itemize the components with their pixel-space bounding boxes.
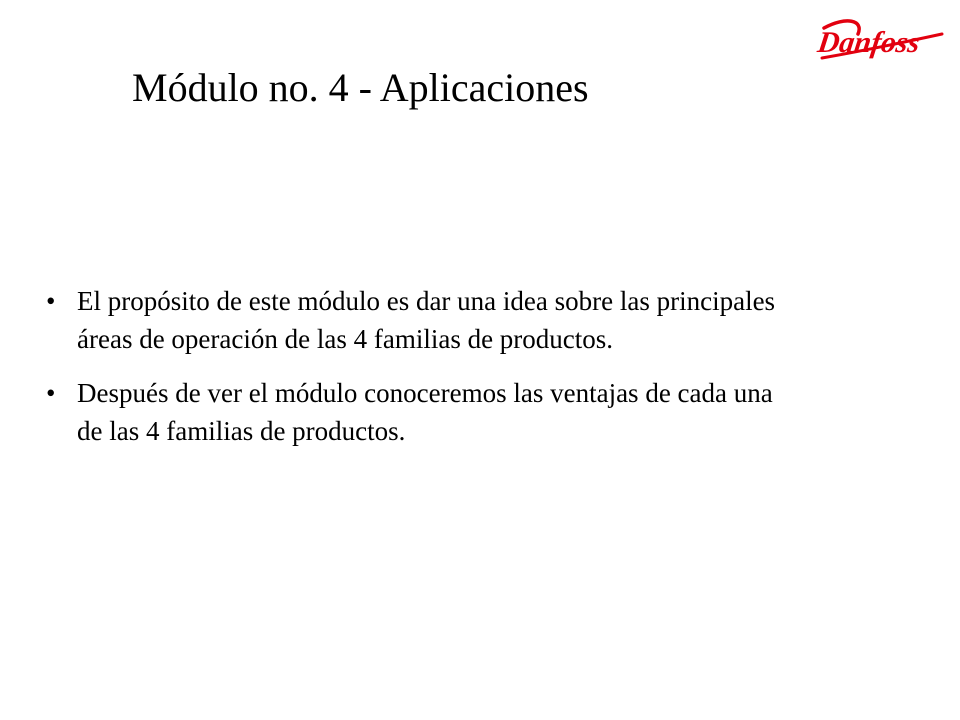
bullet-text: Después de ver el módulo conoceremos las ventajas de cada una de las 4 familias de productos. <box>77 378 773 446</box>
bullet-item <box>46 374 776 450</box>
bullet-item <box>46 282 776 358</box>
bullet-text: El propósito de este módulo es dar una idea sobre las principales áreas de operación de las 4 familias de productos. <box>77 286 776 354</box>
bullet-icon: • <box>46 286 56 316</box>
danfoss-logo <box>816 14 946 66</box>
slide-title: Módulo no. 4 - Aplicaciones <box>132 65 589 110</box>
bullet-icon: • <box>46 378 56 408</box>
bullet-list <box>46 282 776 466</box>
svg-text:Danfoss: Danfoss <box>816 25 923 59</box>
